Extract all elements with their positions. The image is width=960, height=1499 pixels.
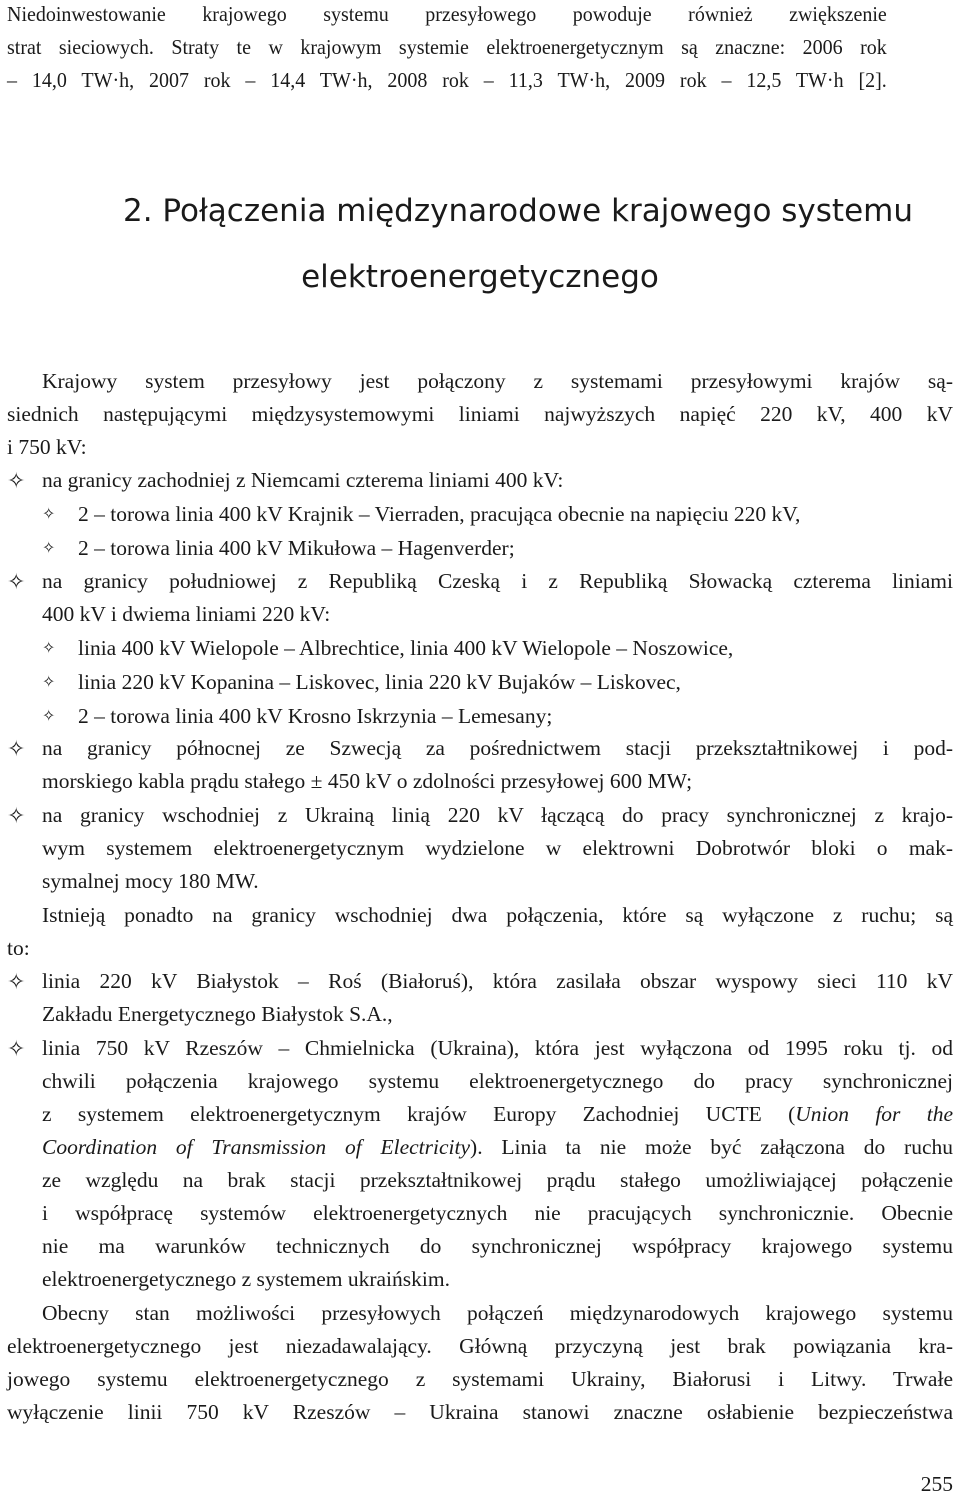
paragraph-line: wyłączenie linii 750 kV Rzeszów – Ukraina stanowi znaczne osłabienie bezpieczeństwa [7, 1400, 953, 1424]
four-point-star-icon: ✧ [7, 569, 26, 594]
paragraph-line: strat sieciowych. Straty te w krajowym systemie elektroenergetycznym są znaczne: 2006 rok [7, 35, 887, 59]
sub-list-item: 2 – torowa linia 400 kV Mikułowa – Hagenverder; [78, 536, 515, 560]
list-item-continued: symalnej mocy 180 MW. [42, 869, 259, 893]
list-item: na granicy zachodniej z Niemcami czterema liniami 400 kV: [42, 468, 564, 492]
list-item-continued: Zakładu Energetycznego Białystok S.A., [42, 1002, 393, 1026]
list-item: linia 750 kV Rzeszów – Chmielnicka (Ukraina), która jest wyłączona od 1995 roku tj. od [42, 1036, 953, 1060]
paragraph-line: Krajowy system przesyłowy jest połączony z systemami przesyłowymi krajów są- [42, 369, 953, 393]
list-item: na granicy północnej ze Szwecją za pośrednictwem stacji przekształtnikowej i pod- [42, 736, 953, 760]
text-fragment: z systemem elektroenergetycznym krajów Europy Zachodniej UCTE ( [42, 1102, 796, 1126]
list-item-continued: ze względu na brak stacji przekształtnikowej prądu stałego umożliwiającej połączenie [42, 1168, 953, 1192]
list-item-continued: chwili połączenia krajowego systemu elektroenergetycznego do pracy synchronicznej [42, 1069, 953, 1093]
italic-term: Union for the [795, 1102, 953, 1126]
paragraph-line: Niedoinwestowanie krajowego systemu przesyłowego powoduje również zwiększenie [7, 2, 887, 26]
diamond-star-icon: ✧ [42, 506, 56, 523]
list-item-continued [42, 1131, 953, 1164]
paragraph-line: Istnieją ponadto na granicy wschodniej dwa połączenia, które są wyłączone z ruchu; są [42, 903, 953, 927]
list-item-continued: nie ma warunków technicznych do synchronicznej współpracy krajowego systemu [42, 1234, 953, 1258]
list-item-continued [42, 1098, 953, 1131]
diamond-star-icon: ✧ [42, 674, 56, 691]
list-item: linia 220 kV Białystok – Roś (Białoruś), która zasilała obszar wyspowy sieci 110 kV [42, 969, 953, 993]
four-point-star-icon: ✧ [7, 468, 26, 493]
diamond-star-icon: ✧ [42, 708, 56, 725]
diamond-star-icon: ✧ [42, 540, 56, 557]
list-item-continued: wym systemem elektroenergetycznym wydzielone w elektrowni Dobrotwór bloki o mak- [42, 836, 953, 860]
sub-list-item: 2 – torowa linia 400 kV Krajnik – Vierraden, pracująca obecnie na napięciu 220 kV, [78, 502, 801, 526]
list-item-continued: i współpracę systemów elektroenergetycznych nie pracujących synchronicznie. Obecnie [42, 1201, 953, 1225]
sub-list-item: linia 220 kV Kopanina – Liskovec, linia 220 kV Bujaków – Liskovec, [78, 670, 681, 694]
section-title: 2. Połączenia międzynarodowe krajowego systemu [123, 193, 913, 229]
four-point-star-icon: ✧ [7, 803, 26, 828]
paragraph-line: – 14,0 TW·h, 2007 rok – 14,4 TW·h, 2008 rok – 11,3 TW·h, 2009 rok – 12,5 TW·h [2]. [7, 68, 887, 92]
paragraph-line: siednich następującymi międzysystemowymi liniami najwyższych napięć 220 kV, 400 kV [7, 402, 953, 426]
sub-list-item: 2 – torowa linia 400 kV Krosno Iskrzynia – Lemesany; [78, 704, 553, 728]
list-item-continued: elektroenergetycznego z systemem ukraińskim. [42, 1267, 450, 1291]
list-item-continued: morskiego kabla prądu stałego ± 450 kV o zdolności przesyłowej 600 MW; [42, 769, 693, 793]
sub-list-item: linia 400 kV Wielopole – Albrechtice, linia 400 kV Wielopole – Noszowice, [78, 636, 734, 660]
four-point-star-icon: ✧ [7, 736, 26, 761]
list-item: na granicy południowej z Republiką Czeską i z Republiką Słowacką czterema liniami [42, 569, 953, 593]
list-item: na granicy wschodniej z Ukrainą linią 220 kV łączącą do pracy synchronicznej z krajo- [42, 803, 953, 827]
italic-term: Coordination of Transmission of Electricity [42, 1135, 471, 1159]
four-point-star-icon: ✧ [7, 1036, 26, 1061]
paragraph-line: elektroenergetycznego jest niezadawalający. Główną przyczyną jest brak powiązania kra- [7, 1334, 953, 1358]
four-point-star-icon: ✧ [7, 969, 26, 994]
list-item-continued: 400 kV i dwiema liniami 220 kV: [42, 602, 331, 626]
paragraph-line: Obecny stan możliwości przesyłowych połączeń międzynarodowych krajowego systemu [42, 1301, 953, 1325]
page-number: 255 [920, 1472, 953, 1496]
text-fragment: ). Linia ta nie może być załączona do ruchu [470, 1135, 953, 1159]
paragraph-line: jowego systemu elektroenergetycznego z systemami Ukrainy, Białorusi i Litwy. Trwałe [7, 1367, 953, 1391]
section-title-continued: elektroenergetycznego [301, 259, 659, 295]
diamond-star-icon: ✧ [42, 640, 56, 657]
paragraph-line: to: [7, 936, 30, 960]
paragraph-line: i 750 kV: [7, 435, 87, 459]
